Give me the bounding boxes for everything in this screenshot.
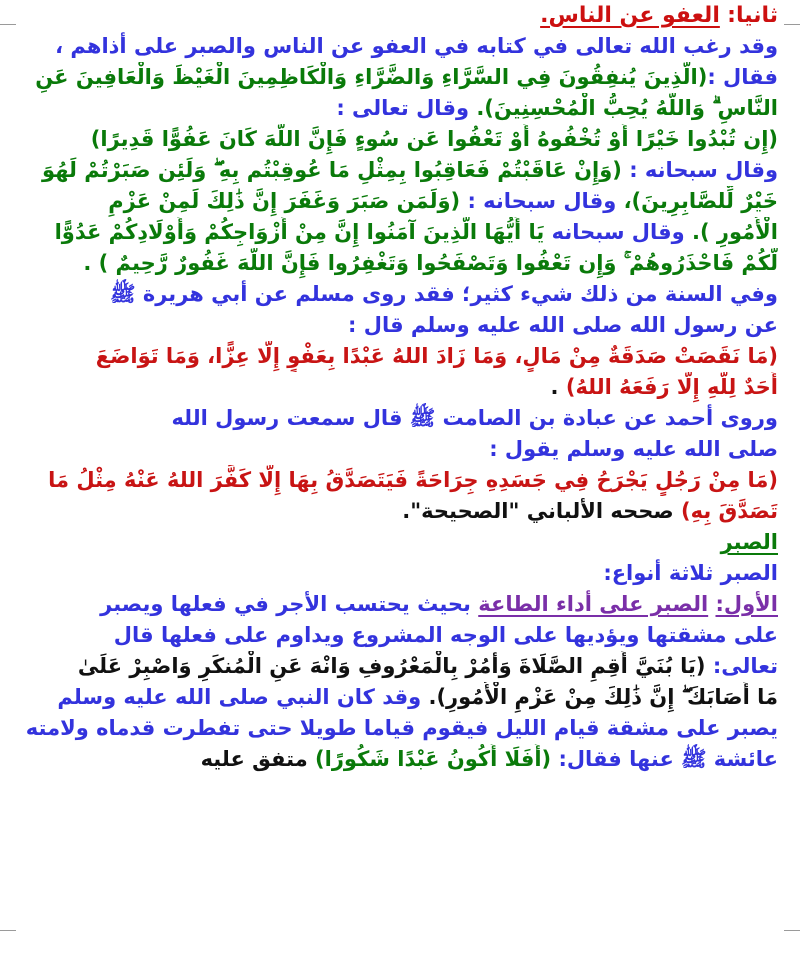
section-title: ثانيا: العفو عن الناس. xyxy=(540,3,778,28)
sunnah-line: وفي السنة من ذلك شيء كثير؛ فقد روى مسلم عن أبي هريرة ﷺ xyxy=(110,282,778,306)
verse-line: فقال :(الَّذِينَ يُنفِقُونَ فِي السَّرَّاءِ وَالضَّرَّاءِ وَالْكَاظِمِينَ الْغَيْظَ وَالْعَافِينَ عَنِ xyxy=(35,65,778,89)
verse-line: لَّكُمْ فَاحْذَرُوهُمْ ۚ وَإِن تَعْفُوا وَتَصْفَحُوا وَتَغْفِرُوا فَإِنَّ اللَّهَ غَفُورٌ رَّحِيمٌ ) . xyxy=(83,251,778,275)
crop-mark xyxy=(784,930,800,931)
verse-line: مَا أَصَابَكَ ۖ إِنَّ ذَٰلِكَ مِنْ عَزْمِ الْأُمُورِ). وقد كان النبي صلى الله عليه وسلم xyxy=(57,685,778,709)
verse-line: النَّاسِ ۗ وَاللَّهُ يُحِبُّ الْمُحْسِنِينَ). وقال تعالى : xyxy=(336,96,778,120)
verse-line: تعالى: (يَا بُنَيَّ أَقِمِ الصَّلَاةَ وَأْمُرْ بِالْمَعْرُوفِ وَانْهَ عَنِ الْمُنكَرِ وَاصْبِرْ عَلَىٰ xyxy=(77,654,778,678)
intro-line: وقد رغب الله تعالى في كتابه في العفو عن الناس والصبر على أذاهم ، xyxy=(55,34,778,58)
prophet-line: يصبر على مشقة قيام الليل فيقوم قياما طويلا حتى تفطرت قدماه ولامته xyxy=(25,716,778,740)
patience-heading: الصبر xyxy=(720,530,778,554)
document-body xyxy=(14,0,778,775)
sunnah-line: عن رسول الله صلى الله عليه وسلم قال : xyxy=(348,313,778,337)
patience-types-line: الصبر ثلاثة أنواع: xyxy=(603,561,778,585)
hadith-line: (مَا نَقَصَتْ صَدَقَةٌ مِنْ مَالٍ، وَمَا زَادَ اللهُ عَبْدًا بِعَفْوٍ إِلَّا عِزًّا، وَمَا تَوَاضَعَ xyxy=(95,344,778,368)
verse-line: وقال سبحانه : (وَإِنْ عَاقَبْتُمْ فَعَاقِبُوا بِمِثْلِ مَا عُوقِبْتُم بِهِ ۖ وَلَئِن صَبَرْتُمْ لَهُوَ xyxy=(42,158,778,182)
narration-line: صلى الله عليه وسلم يقول : xyxy=(489,437,778,461)
hadith-line: تَصَدَّقَ بِهِ) صححه الألباني "الصحيحة". xyxy=(402,499,778,523)
hadith-line: أَحَدٌ لِلَّهِ إِلَّا رَفَعَهُ اللهُ) . xyxy=(550,375,778,399)
verse-line: خَيْرٌ لِّلصَّابِرِينَ)، وقال سبحانه : (وَلَمَن صَبَرَ وَغَفَرَ إِنَّ ذَٰلِكَ لَمِنْ عَزْمِ xyxy=(108,189,778,213)
hadith-line: (مَا مِنْ رَجُلٍ يَجْرَحُ فِي جَسَدِهِ جِرَاحَةً فَيَتَصَدَّقُ بِهَا إِلَّا كَفَّرَ اللهُ عَنْهُ مِثْلُ مَا xyxy=(48,468,778,492)
crop-mark xyxy=(0,930,16,931)
patience-first-line: على مشقتها ويؤديها على الوجه المشروع ويداوم على فعلها قال xyxy=(113,623,778,647)
narration-line: وروى أحمد عن عبادة بن الصامت ﷺ قال سمعت رسول الله xyxy=(171,406,778,430)
patience-first-line: الأول: الصبر على أداء الطاعة بحيث يحتسب الأجر في فعلها ويصبر xyxy=(100,592,778,616)
aisha-line: عائشة ﷺ عنها فقال: (أَفَلَا أَكُونُ عَبْدًا شَكُورًا) متفق عليه xyxy=(200,747,778,771)
verse-line: الْأُمُورِ ). وقال سبحانه يَا أَيُّهَا الَّذِينَ آمَنُوا إِنَّ مِنْ أَزْوَاجِكُمْ وَأَوْلَادِكُمْ عَدُوًّا xyxy=(54,220,778,244)
crop-mark xyxy=(784,24,800,25)
verse-line: (إِن تُبْدُوا خَيْرًا أَوْ تُخْفُوهُ أَوْ تَعْفُوا عَن سُوءٍ فَإِنَّ اللَّهَ كَانَ عَفُوًّا قَدِيرًا) xyxy=(90,127,778,151)
